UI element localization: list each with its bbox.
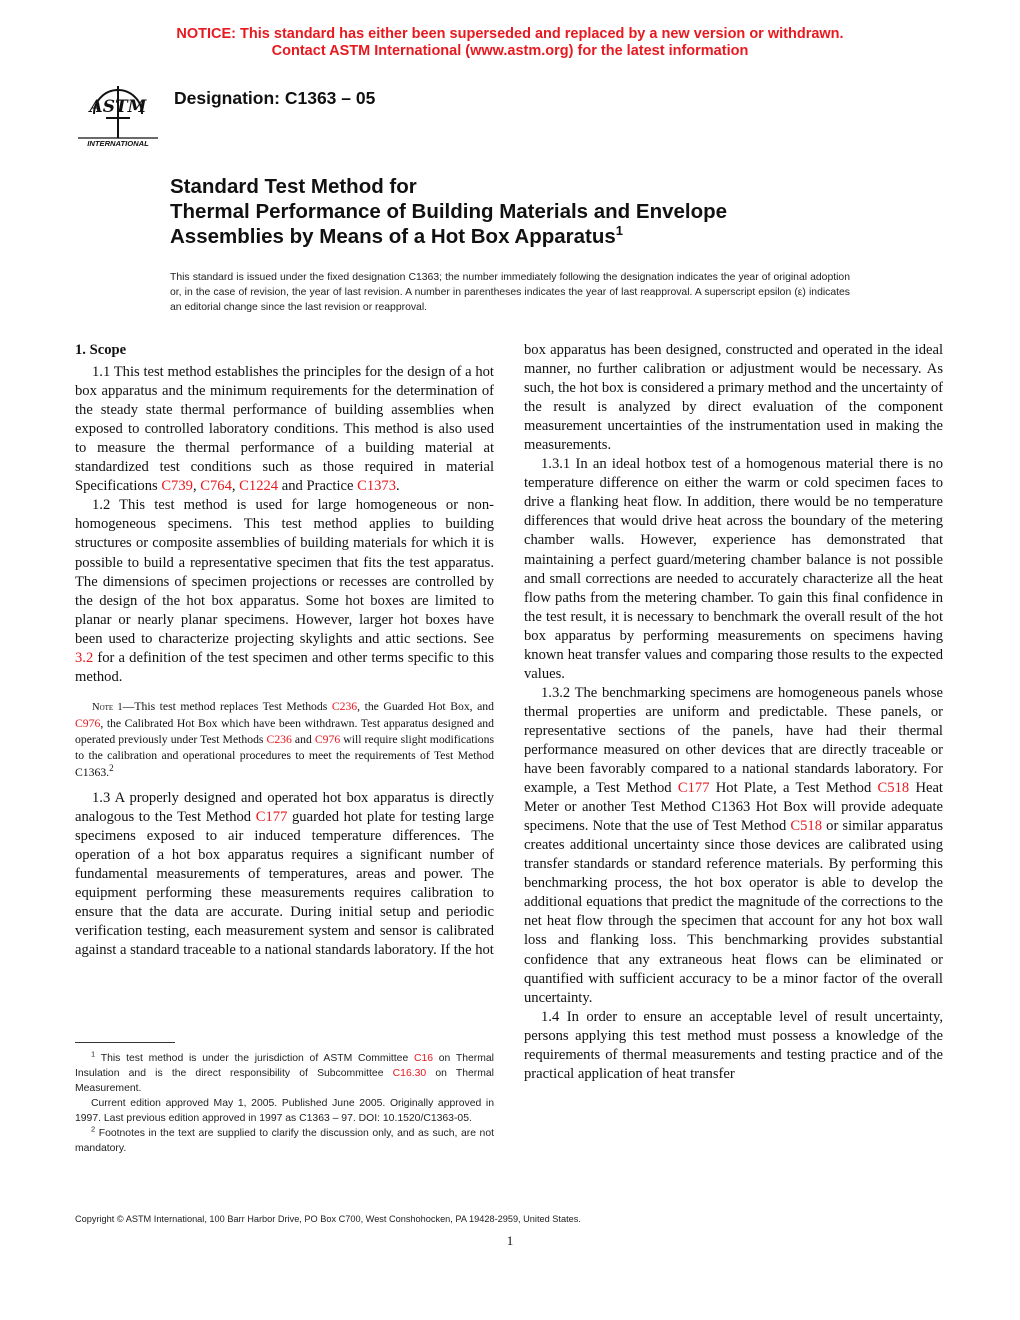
title-line-3 <box>170 224 930 249</box>
designation: Designation: C1363 – 05 <box>174 88 376 108</box>
footnote-edition: Current edition approved May 1, 2005. Published June 2005. Originally approved in 1997. Last previous edition approved in 1997 as C1363 – 97. DOI: 10.1520/C1363-05. <box>75 1098 494 1124</box>
footnote-mark-2: 2 <box>109 762 114 773</box>
note-label: Note 1 <box>92 701 123 713</box>
note-1: Note 1—This test method replaces Test Methods C236, the Guarded Hot Box, and C976, the Calibrated Hot Box which have been withdrawn. Test apparatus designed and operated previously under Test Methods C236 and C976 will require slight modifications to the calibration and operational procedures to meet the requirements of Test Method C1363.$^2$ <box>75 699 494 779</box>
astm-logo-icon <box>76 76 160 150</box>
ref-link-c1224[interactable]: C1224 <box>239 478 279 495</box>
title-line-3-text: Assemblies by Means of a Hot Box Apparatus <box>170 225 616 248</box>
ref-link-c976[interactable]: C976 <box>314 733 341 747</box>
paragraph-1-3-continued: guarded hot plate for testing large specimens exposed to air induced temperature differences. The operation of a hot box apparatus requires a significant number of fundamental measurements of temperatures, areas and power. The equipment performing these measurements requires calibration to ensure that the data are accurate. During initial setup and periodic verification testing, each measurement system and sensor is calibrated against a standard traceable to a national standards laboratory. If the hot <box>75 808 494 959</box>
logo-subtext: INTERNATIONAL <box>87 139 149 148</box>
ref-link-c518[interactable]: C518 <box>790 818 823 835</box>
section-heading-scope: 1. Scope <box>75 342 127 358</box>
footnote-2: $^2$ Footnotes in the text are supplied to clarify the discussion only, and as such, are not mandatory. <box>75 1124 494 1154</box>
ref-link-3-2[interactable]: 3.2 <box>75 649 94 666</box>
ref-link-c236[interactable]: C236 <box>266 733 292 747</box>
ref-link-c976[interactable]: C976 <box>75 717 101 731</box>
ref-link-c16-30[interactable]: C16.30 <box>392 1068 427 1079</box>
ref-link-c764[interactable]: C764 <box>200 478 232 495</box>
ref-link-c177[interactable]: C177 <box>255 808 288 825</box>
document-title <box>170 174 930 249</box>
paragraph-1-2: 1.2 This test method is used for large homogeneous or non-homogeneous specimens. This test method applies to building structures or composite assemblies of building materials for which it is possible to build a representative specimen that fits the test apparatus. The dimensions of specimen projections or recesses are controlled by the design of the hot box apparatus. Some hot boxes are limited to planar or nearly planar specimens. However, larger hot boxes have been used to characterize projecting skylights and attic sections. See 3.2 for a definition of the test specimen and other terms specific to this method. <box>75 497 494 685</box>
footnote-1: $^1$ This test method is under the jurisdiction of ASTM Committee C16 on Thermal Insulation and is the direct responsibility of Subcommittee C16.30 on Thermal Measurement. <box>75 1049 494 1094</box>
ref-link-c739[interactable]: C739 <box>161 478 193 495</box>
ref-link-c236[interactable]: C236 <box>331 699 358 713</box>
footnote-divider <box>75 1042 175 1043</box>
ref-link-c177[interactable]: C177 <box>677 780 710 797</box>
left-column <box>75 341 494 960</box>
notice-line-2: Contact ASTM International (www.astm.org) for the latest information <box>271 43 749 59</box>
title-line-2: Thermal Performance of Building Materials and Envelope <box>170 200 728 223</box>
notice-line-1: NOTICE: This standard has either been superseded and replaced by a new version or withdrawn. <box>176 26 844 42</box>
ref-link-c518[interactable]: C518 <box>877 780 910 797</box>
notice-banner <box>0 26 1020 60</box>
paragraph-1-3-part-2: box apparatus has been designed, constructed and operated in the ideal manner, no further calibration or adjustment would be necessary. As such, the hot box is considered a primary method and the uncertainty of the result is analyzed by direct evaluation of the component measurement uncertainties of the instrumentation used in making the measurements. <box>524 342 943 454</box>
paragraph-1-3-1: 1.3.1 In an ideal hotbox test of a homogenous material there is no temperature difference on either the warm or cold specimen faces to drive a flanking heat flow. In addition, there would be no temperature differences that would drive heat across the boundary of the metering chamber walls. However, experience has demonstrated that maintaining a perfect guard/metering chamber balance is not possible and small corrections are needed to accurately characterize all the heat flow paths from the metering chamber. To gain this final confidence in the test result, it is necessary to benchmark the overall result of the hot box apparatus by performing measurements on specimens having known heat transfer values and comparing those results to the expected values. <box>524 456 943 682</box>
right-column <box>524 341 943 1084</box>
ref-link-c1373[interactable]: C1373 <box>357 478 397 495</box>
paragraph-1-4: 1.4 In order to ensure an acceptable level of result uncertainty, persons applying this test method must possess a knowledge of the requirements of thermal measurements and testing practice and of the practical application of heat transfer <box>524 1008 943 1082</box>
logo-text: ASTM <box>89 97 147 117</box>
footnotes <box>75 1051 494 1156</box>
title-footnote-mark: 1 <box>615 223 624 239</box>
page-number: 1 <box>506 1233 514 1248</box>
paragraph-1-3-2: 1.3.2 The benchmarking specimens are homogeneous panels whose thermal properties are uniform and predictable. These panels, or representative sections of the panels, have had their thermal performance measured on other devices that are directly traceable or have been favorably compared to a national standards laboratory. For example, a Test Method C177 Hot Plate, a Test Method C518 Heat Meter or another Test Method C1363 Hot Box will provide adequate specimens. Note that the use of Test Method C518 or similar apparatus creates additional uncertainty since those devices are calibrated using transfer standards or standard reference materials. By performing this benchmarking process, the hot box operator is able to develop the additional equations that predict the magnitude of the corrections to the net heat flow through the specimen that account for any hot box wall loss and flanking loss. This benchmarking provides substantial confidence that any extraneous heat flows can be eliminated or quantified with sufficient accuracy to be a minor factor of the overall uncertainty. <box>524 684 943 1006</box>
issuance-statement: This standard is issued under the fixed designation C1363; the number immediately following the designation indicates the year of original adoption or, in the case of revision, the year of last revision. A number in parentheses indicates the year of last reapproval. A superscript epsilon (ε) indicates an editorial change since the last revision or reapproval. <box>170 272 850 313</box>
paragraph-1-1: 1.1 This test method establishes the principles for the design of a hot box apparatus and the minimum requirements for the determination of the steady state thermal performance of building assemblies when exposed to controlled laboratory conditions. This method is also used to measure the thermal performance of a building material at standardized test conditions such as those required in material Specifications C739, C764, C1224 and Practice C1373. <box>75 364 494 495</box>
ref-link-c16[interactable]: C16 <box>413 1053 434 1064</box>
copyright-line: Copyright © ASTM International, 100 Barr Harbor Drive, PO Box C700, West Conshohocken, PA 19428-2959, United States. <box>75 1214 581 1224</box>
paragraph-1-3-part-1: 1.3 A properly designed and operated hot box apparatus is directly analogous to the Test Method C177 guarded hot plate for testing large specimens exposed to air induced temperature differences. The operation of a hot box apparatus requires a significant number of fundamental measurements of temperatures, areas and power. The equipment performing these measurements requires calibration to ensure that the data are accurate. During initial setup and periodic verification testing, each measurement system and sensor is calibrated against a standard traceable to a national standards laboratory. If the hot <box>75 789 494 959</box>
title-line-1: Standard Test Method for <box>170 175 417 198</box>
